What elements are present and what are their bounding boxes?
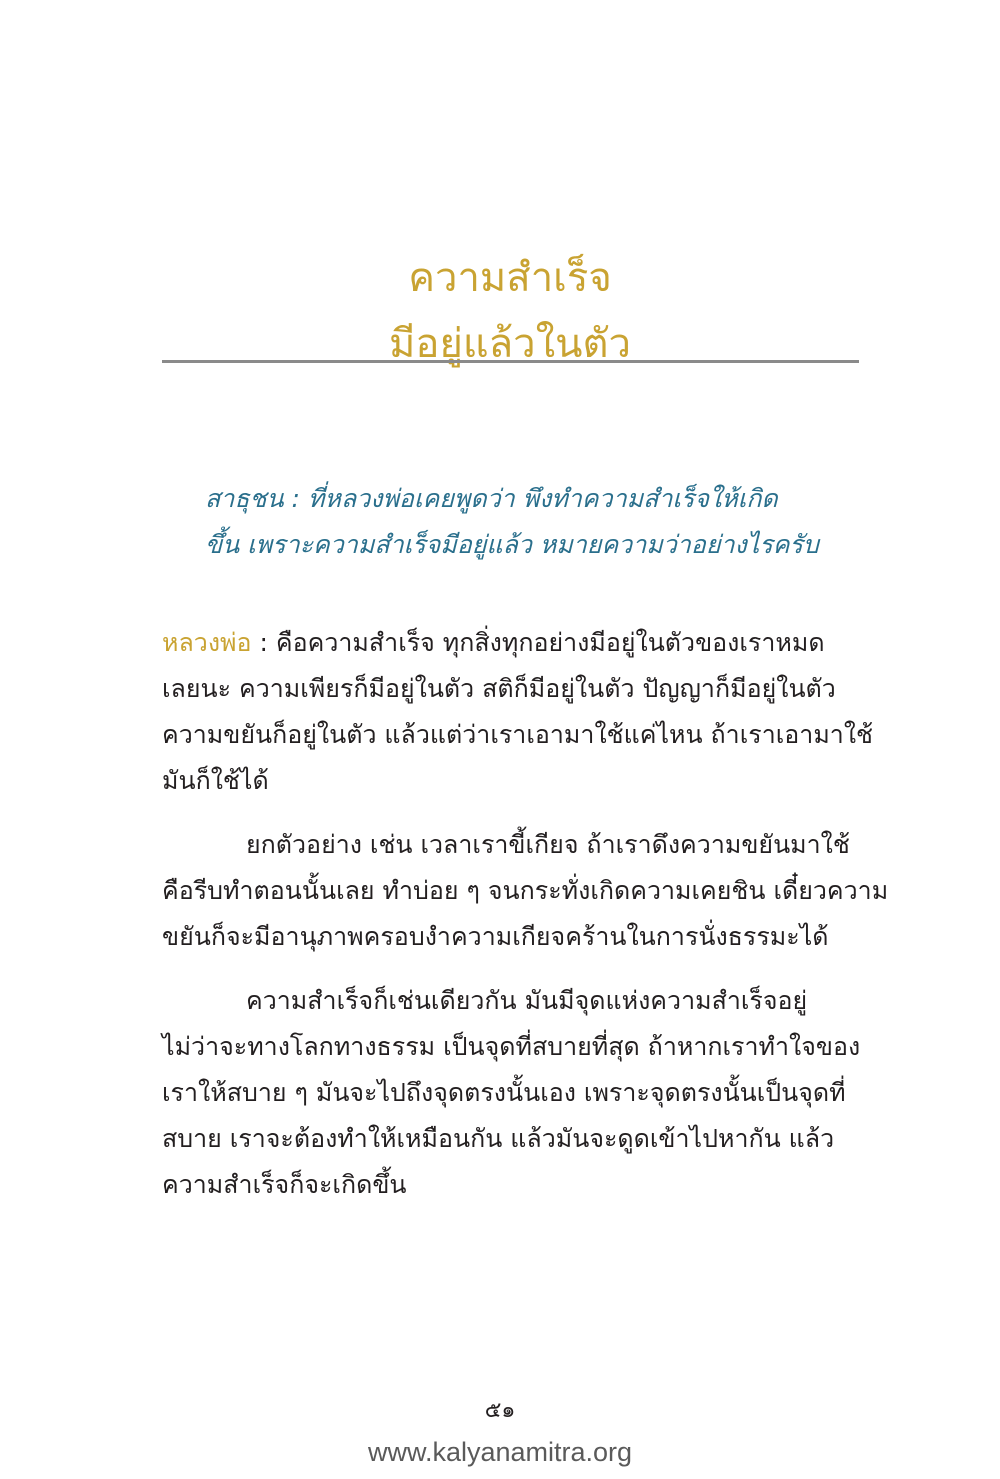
question-line-2: ขึ้น เพราะความสำเร็จมีอยู่แล้ว หมายความว่าอย่างไรครับ <box>205 530 819 559</box>
answer-p1-line-1-text: คือความสำเร็จ ทุกสิ่งทุกอย่างมีอยู่ในตัวของเราหมด <box>275 628 825 657</box>
answer-p1-line-4: มันก็ใช้ได้ <box>162 766 269 795</box>
answer-p2-line-3: ขยันก็จะมีอานุภาพครอบงำความเกียจคร้านในการนั่งธรรมะได้ <box>162 922 829 951</box>
answer-p3-line-4: สบาย เราจะต้องทำให้เหมือนกัน แล้วมันจะดูดเข้าไปหากัน แล้ว <box>162 1124 835 1153</box>
footer-url: www.kalyanamitra.org <box>367 1437 633 1467</box>
answer-p3-line-2: ไม่ว่าจะทางโลกทางธรรม เป็นจุดที่สบายที่สุด ถ้าหากเราทำใจของ <box>162 1032 861 1061</box>
answer-p3-line-1: ความสำเร็จก็เช่นเดียวกัน มันมีจุดแห่งความสำเร็จอยู่ <box>246 986 808 1015</box>
answer-p3-line-3: เราให้สบาย ๆ มันจะไปถึงจุดตรงนั้นเอง เพราะจุดตรงนั้นเป็นจุดที่ <box>162 1078 846 1107</box>
answer-p1-line-2: เลยนะ ความเพียรก็มีอยู่ในตัว สติก็มีอยู่ในตัว ปัญญาก็มีอยู่ในตัว <box>162 674 836 703</box>
answer-paragraph-2 <box>162 822 889 960</box>
chapter-title-line-2: มีอยู่แล้วในตัว <box>389 320 631 367</box>
answer-p2-line-2: คือรีบทำตอนนั้นเลย ทำบ่อย ๆ จนกระทั่งเกิดความเคยชิน เดี๋ยวความ <box>162 876 889 905</box>
answer-p2-line-1: ยกตัวอย่าง เช่น เวลาเราขี้เกียจ ถ้าเราดึงความขยันมาใช้ <box>246 830 850 859</box>
answer-p3-line-5: ความสำเร็จก็จะเกิดขึ้น <box>162 1170 407 1199</box>
title-divider <box>162 360 859 363</box>
speaker-label: หลวงพ่อ <box>162 628 252 657</box>
answer-p1-line-3: ความขยันก็อยู่ในตัว แล้วแต่ว่าเราเอามาใช้แค่ไหน ถ้าเราเอามาใช้ <box>162 720 874 749</box>
chapter-title <box>160 245 860 377</box>
page-number: ๕๑ <box>484 1398 516 1423</box>
answer-block <box>162 620 889 1226</box>
chapter-title-line-1: ความสำเร็จ <box>408 254 612 301</box>
answer-paragraph-1 <box>162 620 874 804</box>
answer-paragraph-3 <box>162 978 860 1208</box>
question-block <box>205 476 860 568</box>
answer-p1-line-1 <box>162 620 860 666</box>
question-line-1: สาธุชน : ที่หลวงพ่อเคยพูดว่า พึงทำความสำเร็จให้เกิด <box>205 484 778 513</box>
speaker-separator: : <box>251 628 276 657</box>
